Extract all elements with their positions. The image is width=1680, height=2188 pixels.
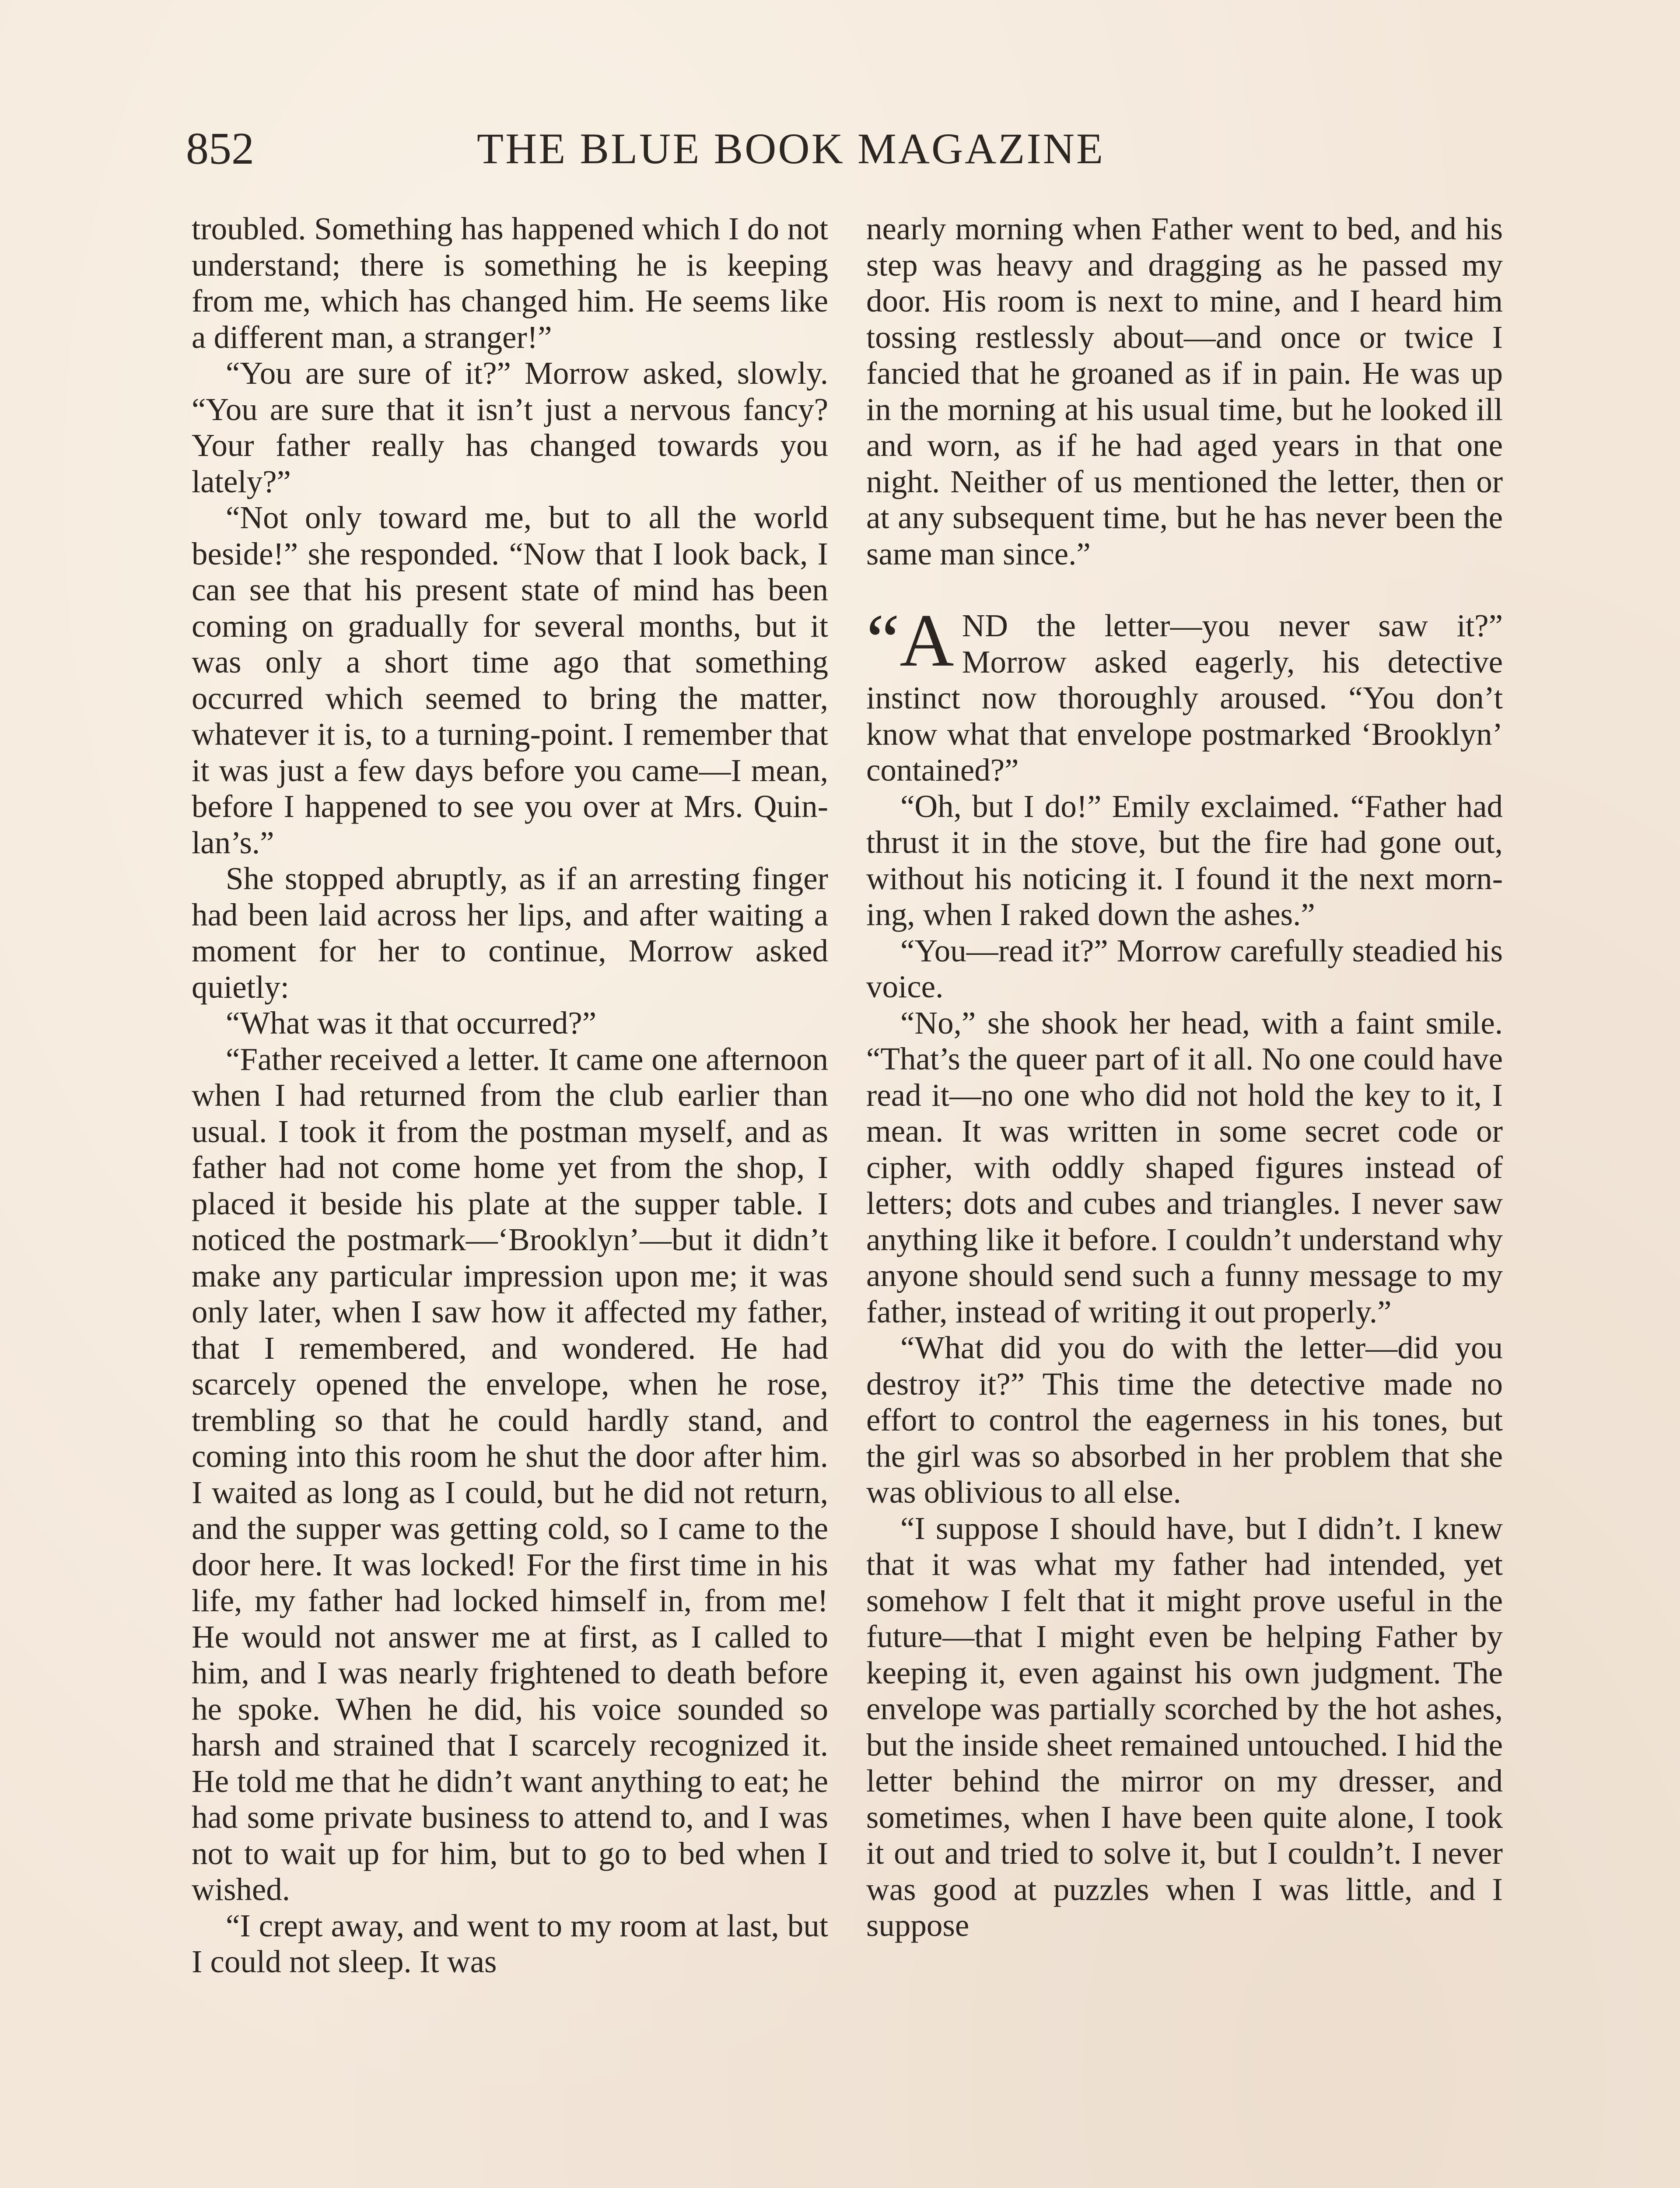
paragraph: “What was it that occurred?”	[226, 1005, 597, 1041]
paragraph: “I suppose I should have, but I didn’t. I knew that it was what my father had intended, yet somehow I felt that it might prove useful in the future—that I might even be helping Father by keeping it, even against his own judgment. The envelope was partially scorched by the hot ashes, but the inside sheet remained untouched. I hid the letter behind the mirror on my dresser, and sometimes, when I have been quite alone, I took it out and tried to solve it, but I couldn’t. I never was good at puzzles when I was little, and I suppose	[866, 1510, 1503, 1943]
paragraph: “Oh, but I do!” Emily exclaimed. “Father had thrust it in the stove, but the fire had gone out, without his noticing it. I found it the next morning, when I raked down the ashes.”	[866, 788, 1503, 932]
paragraph: “No,” she shook her head, with a faint smile. “That’s the queer part of it all. No one could have read it—no one who did not hold the key to it, I mean. It was written in some secret code or cipher, with oddly shaped figures instead of letters; dots and cubes and triangles. I never saw anything like it before. I couldn’t understand why anyone should send such a funny message to my father, instead of writing it out properly.”	[866, 1005, 1503, 1329]
left-column	[192, 211, 828, 1980]
right-column	[866, 211, 1503, 1944]
paragraph: troubled. Something has happened which I do not understand; there is something he is keeping from me, which has changed him. He seems like a different man, a stranger!”	[192, 211, 828, 355]
paragraph: “You—read it?” Morrow carefully steadied his voice.	[866, 933, 1503, 1004]
paragraph: “What did you do with the letter—did you destroy it?” This time the detective made no effort to control the eagerness in his tones, but the girl was so absorbed in her problem that she was oblivious to all else.	[866, 1330, 1503, 1510]
drop-cap: “A	[866, 599, 954, 682]
paragraph: “I crept away, and went to my room at last, but I could not sleep. It was	[192, 1907, 828, 1979]
section-opening-paragraph: “A ND the letter—you never saw it?” Morrow asked eagerly, his detective instinct now thoroughly aroused. “You don’t know what that envelope postmarked ‘Brooklyn’ contained?”	[866, 599, 1503, 788]
page-header	[186, 118, 1205, 179]
magazine-title: THE BLUE BOOK MAGAZINE	[477, 124, 1105, 173]
paragraph: nearly morning when Father went to bed, and his step was heavy and dragging as he passed my door. His room is next to mine, and I heard him tossing restlessly about—and once or twice I fancied that he groaned as if in pain. He was up in the morning at his usual time, but he looked ill and worn, as if he had aged years in that one night. Neither of us mentioned the letter, then or at any subsequent time, but he has never been the same man since.”	[866, 211, 1503, 572]
paragraph: “You are sure of it?” Morrow asked, slowly. “You are sure that it isn’t just a nervous fancy? Your father really has changed towards you lately?”	[192, 355, 828, 499]
paragraph: “Father received a letter. It came one afternoon when I had returned from the club earlier than usual. I took it from the postman myself, and as father had not come home yet from the shop, I placed it beside his plate at the supper table. I noticed the postmark—‘Brooklyn’—but it didn’t make any particular impression upon me; it was only later, when I saw how it affected my father, that I remembered, and wondered. He had scarcely opened the envelope, when he rose, trembling so that he could hardly stand, and coming into this room he shut the door after him. I waited as long as I could, but he did not return, and the supper was getting cold, so I came to the door here. It was locked! For the first time in his life, my father had locked himself in, from me! He would not answer me at first, as I called to him, and I was nearly frightened to death before he spoke. When he did, his voice sounded so harsh and strained that I scarcely recognized it. He told me that he didn’t want anything to eat; he had some private business to attend to, and I was not to wait up for him, but to go to bed when I wished.	[192, 1041, 828, 1907]
page-number: 852	[186, 123, 254, 174]
paragraph: “Not only toward me, but to all the world beside!” she responded. “Now that I look back, I can see that his present state of mind has been coming on gradually for several months, but it was only a short time ago that something occurred which seemed to bring the matter, whatever it is, to a turning-point. I remember that it was just a few days before you came—I mean, before I happened to see you over at Mrs. Quinlan’s.”	[192, 500, 828, 860]
paragraph: She stopped abruptly, as if an arresting finger had been laid across her lips, and after waiting a moment for her to continue, Morrow asked quietly:	[192, 861, 828, 1005]
